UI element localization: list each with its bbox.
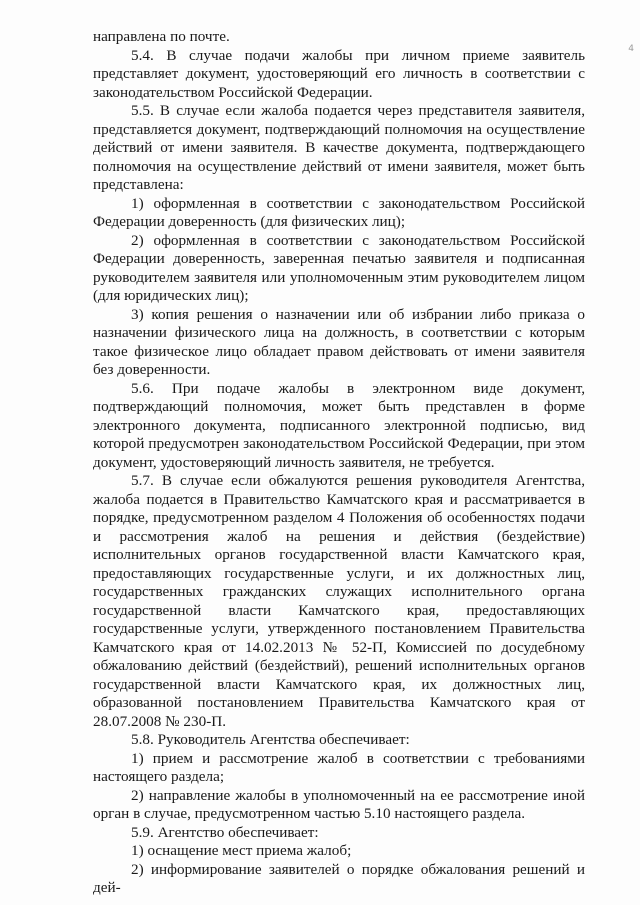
paragraph-5-9-item-1: 1) оснащение мест приема жалоб; <box>131 842 352 859</box>
paragraph-5-7: 5.7. В случае если обжалуются решения руководителя Агентства, жалоба подается в Правительство Камчатского края и рассматривается в порядке, предусмотренном разделом 4 Положения об особенностях подачи и рассмотрения жалоб на решения и действия (бездействие) исполнительных органов государственной власти Камчатского края, предоставляющих государственные услуги, и их должностных лиц, государственных гражданских служащих исполнительного органа государственной власти Камчатского края, предоставляющих государственные услуги, утвержденного постановлением Правительства Камчатского края от 14.02.2013 № 52-П, Комиссией по досудебному обжалованию действий (бездействий), решений исполнительных органов государственной власти Камчатского края, их должностных лиц, образованной постановлением Правительства Камчатского края от 28.07.2008 № 230-П. <box>93 472 585 730</box>
paragraph-5-5-item-3: 3) копия решения о назначении или об избрании либо приказа о назначении физического лица на должность, в соответствии с которым такое физическое лицо обладает правом действовать от имени заявителя без доверенности. <box>93 305 585 378</box>
paragraph-5-4: 5.4. В случае подачи жалобы при личном приеме заявитель представляет документ, удостоверяющий его личность в соответствии с законодательством Российской Федерации. <box>93 46 585 101</box>
document-body <box>93 28 585 898</box>
paragraph-5-5-item-1: 1) оформленная в соответствии с законодательством Российской Федерации доверенность (для физических лиц); <box>93 194 585 230</box>
paragraph-5-5: 5.5. В случае если жалоба подается через представителя заявителя, представляется документ, подтверждающий полномочия на осуществление действий от имени заявителя. В качестве документа, подтверждающего полномочия на осуществление действий от имени заявителя, может быть представлена: <box>93 102 585 193</box>
continuation-line: направлена по почте. <box>93 28 230 45</box>
paragraph-5-8-item-2: 2) направление жалобы в уполномоченный на ее рассмотрение иной орган в случае, предусмотренном частью 5.10 настоящего раздела. <box>93 786 585 822</box>
paragraph-5-5-item-2: 2) оформленная в соответствии с законодательством Российской Федерации доверенность, заверенная печатью заявителя и подписанная руководителем заявителя или уполномоченным этим руководителем лицом (для юридических лиц); <box>93 231 585 304</box>
paragraph-5-8: 5.8. Руководитель Агентства обеспечивает: <box>131 731 410 748</box>
paragraph-5-9-item-2: 2) информирование заявителей о порядке обжалования решений и дей- <box>93 860 585 896</box>
paragraph-5-9: 5.9. Агентство обеспечивает: <box>131 823 319 841</box>
paragraph-5-8-item-1: 1) прием и рассмотрение жалоб в соответствии с требованиями настоящего раздела; <box>93 749 585 785</box>
edge-mark: 4 <box>628 44 634 54</box>
paragraph-5-6: 5.6. При подаче жалобы в электронном виде документ, подтверждающий полномочия, может быть представлен в форме электронного документа, подписанного электронной подписью, вид которой предусмотрен законодательством Российской Федерации, при этом документ, удостоверяющий личность заявителя, не требуется. <box>93 379 585 471</box>
